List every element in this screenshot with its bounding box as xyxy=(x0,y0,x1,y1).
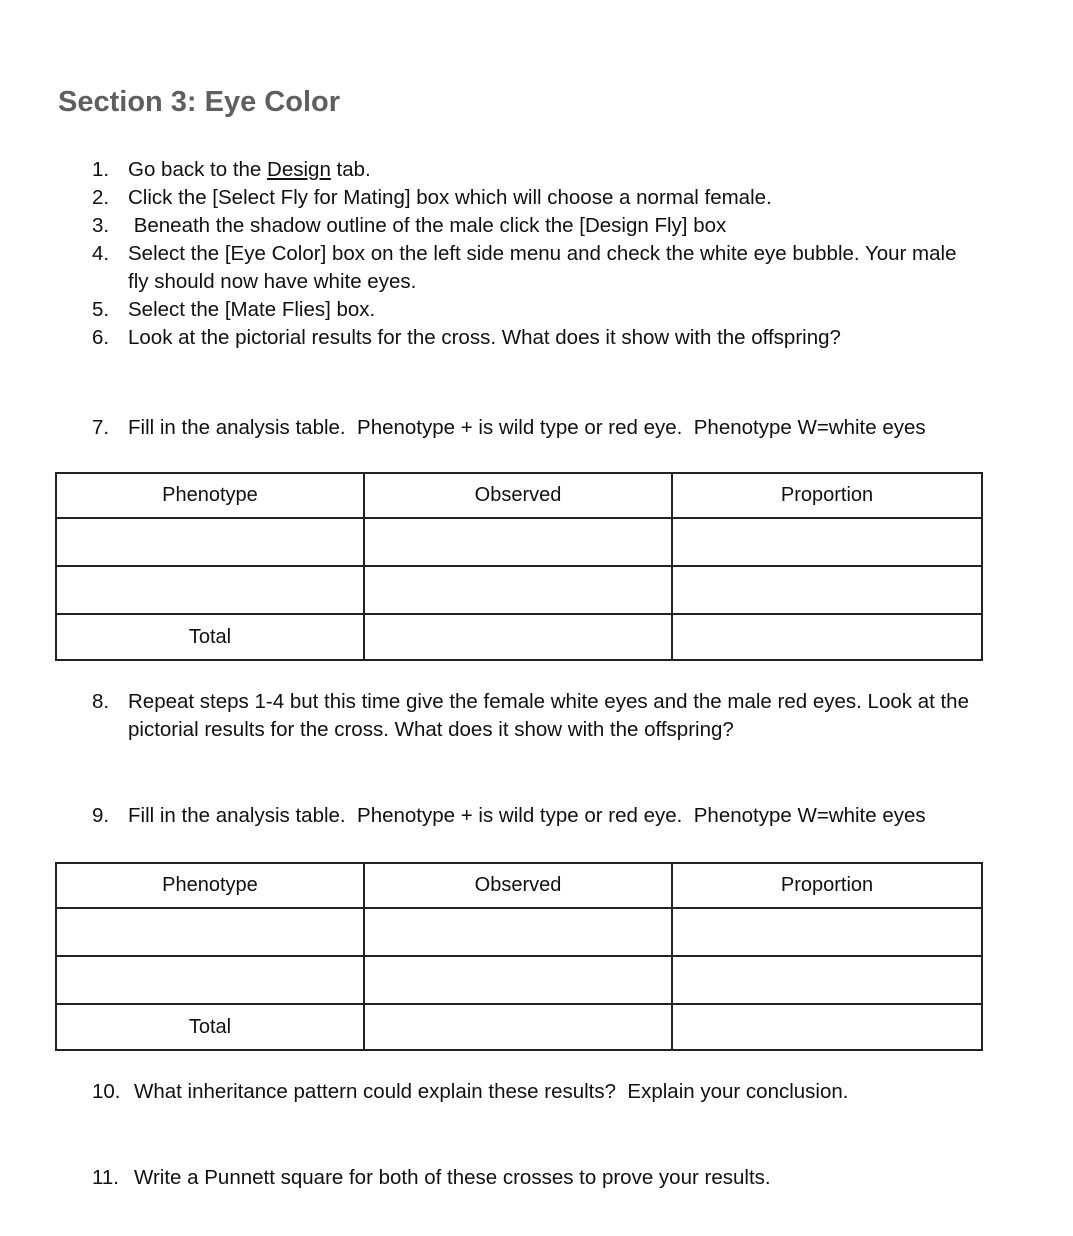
observed-cell[interactable] xyxy=(364,956,672,1004)
step-number: 2. xyxy=(92,186,110,209)
step-text: Click the [Select Fly for Mating] box which will choose a normal female. xyxy=(128,186,772,209)
observed-cell[interactable] xyxy=(364,566,672,614)
step-7 xyxy=(92,414,926,442)
step-3 xyxy=(92,212,992,240)
analysis-table-2 xyxy=(55,862,983,1051)
step-11 xyxy=(92,1164,771,1192)
header-phenotype: Phenotype xyxy=(56,473,364,518)
step-5 xyxy=(92,296,992,324)
steps-list xyxy=(92,156,992,352)
step-4 xyxy=(92,240,992,296)
phenotype-cell[interactable] xyxy=(56,518,364,566)
header-observed: Observed xyxy=(364,473,672,518)
step-number: 3. xyxy=(92,214,110,237)
step-text: Fill in the analysis table. Phenotype + is wild type or red eye. Phenotype W=white eyes xyxy=(128,804,926,827)
observed-cell[interactable] xyxy=(364,518,672,566)
step-text: Look at the pictorial results for the cross. What does it show with the offspring? xyxy=(128,326,841,349)
step-text: Beneath the shadow outline of the male click the [Design Fly] box xyxy=(128,214,727,237)
step-number: 11. xyxy=(92,1166,119,1189)
step-8 xyxy=(92,688,992,744)
table-row xyxy=(56,956,982,1004)
step-text xyxy=(128,156,992,184)
step-10 xyxy=(92,1078,849,1106)
header-proportion: Proportion xyxy=(672,863,982,908)
step-number: 7. xyxy=(92,416,110,439)
observed-total-cell[interactable] xyxy=(364,614,672,660)
proportion-cell[interactable] xyxy=(672,908,982,956)
step-text: Repeat steps 1-4 but this time give the female white eyes and the male red eyes. Look at the pictorial results for the cross. What does it show with the offspring? xyxy=(128,690,969,741)
proportion-cell[interactable] xyxy=(672,518,982,566)
step-number: 1. xyxy=(92,158,110,181)
table-row xyxy=(56,908,982,956)
step-9 xyxy=(92,802,926,830)
step-number: 10. xyxy=(92,1080,121,1103)
table-row xyxy=(56,518,982,566)
observed-total-cell[interactable] xyxy=(364,1004,672,1050)
total-label: Total xyxy=(56,614,364,660)
step-text: Select the [Eye Color] box on the left side menu and check the white eye bubble. Your male fly should now have white eyes. xyxy=(128,242,957,293)
proportion-total-cell[interactable] xyxy=(672,614,982,660)
phenotype-cell[interactable] xyxy=(56,566,364,614)
step-1 xyxy=(92,156,992,184)
proportion-cell[interactable] xyxy=(672,566,982,614)
proportion-total-cell[interactable] xyxy=(672,1004,982,1050)
step-text-pre: Go back to the xyxy=(128,158,268,181)
step-number: 4. xyxy=(92,242,110,265)
step-number: 8. xyxy=(92,690,110,713)
observed-cell[interactable] xyxy=(364,908,672,956)
step-6 xyxy=(92,324,992,352)
step-text-post: tab. xyxy=(330,158,371,181)
table-header-row xyxy=(56,863,982,908)
total-label: Total xyxy=(56,1004,364,1050)
total-row xyxy=(56,1004,982,1050)
step-number: 9. xyxy=(92,804,110,827)
header-observed: Observed xyxy=(364,863,672,908)
proportion-cell[interactable] xyxy=(672,956,982,1004)
design-link[interactable]: Design xyxy=(267,158,331,181)
header-phenotype: Phenotype xyxy=(56,863,364,908)
step-text: Fill in the analysis table. Phenotype + is wild type or red eye. Phenotype W=white eyes xyxy=(128,416,926,439)
table-header-row xyxy=(56,473,982,518)
table-row xyxy=(56,566,982,614)
analysis-table-1 xyxy=(55,472,983,661)
total-row xyxy=(56,614,982,660)
header-proportion: Proportion xyxy=(672,473,982,518)
section-title: Section 3: Eye Color xyxy=(58,86,341,118)
step-number: 6. xyxy=(92,326,110,349)
step-text: Write a Punnett square for both of these crosses to prove your results. xyxy=(134,1166,771,1189)
phenotype-cell[interactable] xyxy=(56,908,364,956)
step-2 xyxy=(92,184,992,212)
step-number: 5. xyxy=(92,298,110,321)
step-text: Select the [Mate Flies] box. xyxy=(128,298,376,321)
step-text: What inheritance pattern could explain these results? Explain your conclusion. xyxy=(134,1080,849,1103)
phenotype-cell[interactable] xyxy=(56,956,364,1004)
